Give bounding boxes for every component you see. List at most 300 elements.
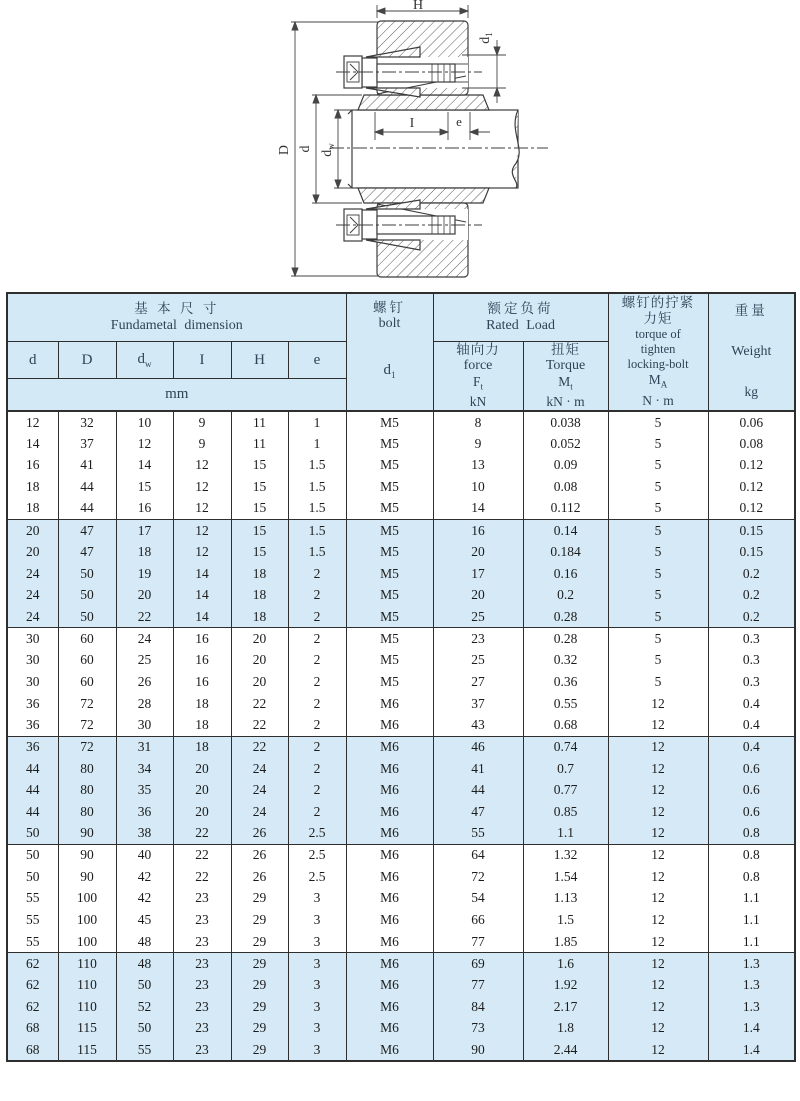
table-cell: 44 xyxy=(7,758,58,780)
table-cell: 22 xyxy=(173,823,231,845)
table-cell: 24 xyxy=(116,628,173,650)
table-cell: M6 xyxy=(346,866,433,888)
table-cell: 41 xyxy=(433,758,523,780)
table-cell: 48 xyxy=(116,931,173,953)
table-cell: 2 xyxy=(288,649,346,671)
table-cell: 23 xyxy=(173,953,231,975)
table-cell: 24 xyxy=(231,801,288,823)
header-rated-load: 额定负荷 Rated Load xyxy=(433,293,608,341)
table-row xyxy=(7,541,795,563)
table-cell: 2 xyxy=(288,758,346,780)
table-cell: 0.2 xyxy=(523,584,608,606)
table-cell: 18 xyxy=(173,736,231,758)
table-cell: 1.5 xyxy=(288,476,346,498)
table-row xyxy=(7,931,795,953)
table-cell: 23 xyxy=(173,1018,231,1040)
table-cell: 10 xyxy=(433,476,523,498)
table-cell: 0.6 xyxy=(708,758,795,780)
table-cell: 50 xyxy=(116,1018,173,1040)
table-cell: 0.8 xyxy=(708,844,795,866)
table-cell: 25 xyxy=(433,649,523,671)
table-cell: M6 xyxy=(346,736,433,758)
table-cell: 52 xyxy=(116,996,173,1018)
table-cell: 47 xyxy=(58,541,116,563)
table-cell: 0.15 xyxy=(708,541,795,563)
table-cell: 55 xyxy=(7,909,58,931)
table-cell: 1.54 xyxy=(523,866,608,888)
table-cell: 23 xyxy=(173,996,231,1018)
table-cell: 110 xyxy=(58,953,116,975)
table-cell: 14 xyxy=(173,563,231,585)
table-cell: M5 xyxy=(346,476,433,498)
technical-drawing xyxy=(0,0,800,292)
table-cell: 18 xyxy=(231,606,288,628)
table-cell: 54 xyxy=(433,888,523,910)
table-cell: M5 xyxy=(346,584,433,606)
table-cell: 0.28 xyxy=(523,606,608,628)
table-cell: 50 xyxy=(7,844,58,866)
table-cell: 22 xyxy=(116,606,173,628)
table-cell: M6 xyxy=(346,758,433,780)
table-cell: 62 xyxy=(7,974,58,996)
table-cell: 15 xyxy=(116,476,173,498)
table-cell: 0.3 xyxy=(708,671,795,693)
table-cell: M5 xyxy=(346,519,433,541)
table-cell: 23 xyxy=(173,931,231,953)
table-cell: 3 xyxy=(288,888,346,910)
table-row xyxy=(7,974,795,996)
table-cell: 90 xyxy=(58,844,116,866)
table-cell: 20 xyxy=(231,628,288,650)
table-cell: 62 xyxy=(7,996,58,1018)
table-cell: 26 xyxy=(116,671,173,693)
table-cell: 23 xyxy=(173,974,231,996)
col-header-H: H xyxy=(231,341,288,378)
table-cell: 23 xyxy=(173,1039,231,1061)
table-cell: 15 xyxy=(231,498,288,520)
table-cell: M6 xyxy=(346,823,433,845)
table-cell: 1.1 xyxy=(708,909,795,931)
table-cell: 2 xyxy=(288,736,346,758)
table-cell: 5 xyxy=(608,519,708,541)
table-cell: 14 xyxy=(116,455,173,477)
dim-label-D: D xyxy=(277,144,292,156)
table-cell: 68 xyxy=(7,1018,58,1040)
table-cell: 0.14 xyxy=(523,519,608,541)
table-cell: 18 xyxy=(173,714,231,736)
table-row xyxy=(7,953,795,975)
table-cell: 2 xyxy=(288,671,346,693)
unit-row-mm: mm xyxy=(7,378,346,411)
table-cell: 72 xyxy=(433,866,523,888)
table-row xyxy=(7,519,795,541)
table-cell: 30 xyxy=(7,628,58,650)
table-cell: 22 xyxy=(173,844,231,866)
table-cell: 20 xyxy=(7,519,58,541)
table-cell: 1.4 xyxy=(708,1018,795,1040)
table-cell: 16 xyxy=(116,498,173,520)
header-basic-dimension: 基 本 尺 寸 Fundametal dimension xyxy=(7,293,346,341)
table-cell: 12 xyxy=(173,498,231,520)
table-cell: 1.4 xyxy=(708,1039,795,1061)
table-cell: 1 xyxy=(288,411,346,433)
table-cell: 47 xyxy=(433,801,523,823)
table-row xyxy=(7,801,795,823)
table-cell: 20 xyxy=(433,541,523,563)
table-cell: 5 xyxy=(608,498,708,520)
table-cell: 1.3 xyxy=(708,996,795,1018)
table-cell: 0.184 xyxy=(523,541,608,563)
table-cell: 34 xyxy=(116,758,173,780)
table-cell: 29 xyxy=(231,1039,288,1061)
table-cell: 62 xyxy=(7,953,58,975)
table-cell: 28 xyxy=(116,693,173,715)
table-cell: 11 xyxy=(231,433,288,455)
table-cell: M6 xyxy=(346,888,433,910)
table-cell: 1.1 xyxy=(523,823,608,845)
table-cell: 42 xyxy=(116,866,173,888)
table-cell: 23 xyxy=(173,909,231,931)
table-cell: 29 xyxy=(231,909,288,931)
table-cell: 3 xyxy=(288,1018,346,1040)
table-cell: 0.6 xyxy=(708,779,795,801)
table-cell: 12 xyxy=(173,519,231,541)
table-cell: 5 xyxy=(608,541,708,563)
table-cell: 12 xyxy=(608,801,708,823)
table-cell: 18 xyxy=(231,584,288,606)
table-cell: 25 xyxy=(433,606,523,628)
table-cell: 50 xyxy=(7,823,58,845)
table-cell: M6 xyxy=(346,953,433,975)
header-weight: 重量 Weight kg xyxy=(708,293,795,411)
table-cell: 13 xyxy=(433,455,523,477)
table-cell: 1.1 xyxy=(708,931,795,953)
table-cell: 44 xyxy=(7,779,58,801)
table-cell: 72 xyxy=(58,714,116,736)
table-cell: 12 xyxy=(608,1039,708,1061)
table-cell: 12 xyxy=(608,758,708,780)
table-cell: 44 xyxy=(7,801,58,823)
dim-label-e: e xyxy=(456,114,462,129)
table-row xyxy=(7,758,795,780)
table-cell: 9 xyxy=(173,433,231,455)
table-cell: 30 xyxy=(7,671,58,693)
table-cell: 29 xyxy=(231,996,288,1018)
table-cell: 25 xyxy=(116,649,173,671)
table-cell: 44 xyxy=(58,476,116,498)
table-cell: 35 xyxy=(116,779,173,801)
table-cell: 5 xyxy=(608,433,708,455)
table-row xyxy=(7,866,795,888)
table-cell: 12 xyxy=(608,866,708,888)
table-cell: 50 xyxy=(58,606,116,628)
dim-label-H: H xyxy=(412,0,424,13)
table-cell: 2 xyxy=(288,779,346,801)
table-cell: 1.5 xyxy=(523,909,608,931)
table-cell: 22 xyxy=(231,693,288,715)
table-cell: M5 xyxy=(346,433,433,455)
table-cell: 29 xyxy=(231,974,288,996)
table-cell: 3 xyxy=(288,996,346,1018)
table-cell: 18 xyxy=(7,476,58,498)
table-cell: M6 xyxy=(346,996,433,1018)
table-cell: 0.32 xyxy=(523,649,608,671)
table-row xyxy=(7,584,795,606)
table-cell: 27 xyxy=(433,671,523,693)
dimension-d1 xyxy=(462,40,506,103)
table-cell: 12 xyxy=(608,823,708,845)
table-row xyxy=(7,476,795,498)
table-cell: 0.12 xyxy=(708,476,795,498)
table-cell: 50 xyxy=(7,866,58,888)
table-cell: 16 xyxy=(7,455,58,477)
table-cell: 12 xyxy=(7,411,58,433)
table-cell: 2 xyxy=(288,606,346,628)
table-cell: 100 xyxy=(58,909,116,931)
table-cell: 0.16 xyxy=(523,563,608,585)
table-cell: 24 xyxy=(231,779,288,801)
table-cell: 12 xyxy=(173,476,231,498)
table-cell: M5 xyxy=(346,498,433,520)
table-cell: M6 xyxy=(346,779,433,801)
table-cell: 5 xyxy=(608,628,708,650)
table-cell: M6 xyxy=(346,974,433,996)
upper-hub xyxy=(344,21,468,97)
table-cell: 18 xyxy=(231,563,288,585)
table-cell: 18 xyxy=(173,693,231,715)
table-cell: 72 xyxy=(58,736,116,758)
table-cell: 36 xyxy=(7,736,58,758)
table-cell: 46 xyxy=(433,736,523,758)
table-cell: 12 xyxy=(608,844,708,866)
table-cell: 1.13 xyxy=(523,888,608,910)
dim-label-dw: $d_w$ xyxy=(320,143,336,157)
table-cell: 36 xyxy=(116,801,173,823)
table-cell: 115 xyxy=(58,1039,116,1061)
table-cell: 2 xyxy=(288,801,346,823)
table-cell: 5 xyxy=(608,563,708,585)
table-cell: 55 xyxy=(116,1039,173,1061)
table-cell: 1.6 xyxy=(523,953,608,975)
table-cell: M5 xyxy=(346,563,433,585)
table-cell: 26 xyxy=(231,866,288,888)
table-cell: 12 xyxy=(608,693,708,715)
dim-label-I: I xyxy=(409,116,415,131)
table-cell: 110 xyxy=(58,974,116,996)
table-row xyxy=(7,563,795,585)
col-header-d: d xyxy=(7,341,58,378)
table-cell: 26 xyxy=(231,823,288,845)
table-cell: 0.038 xyxy=(523,411,608,433)
table-row xyxy=(7,498,795,520)
table-cell: 22 xyxy=(231,714,288,736)
table-cell: 0.06 xyxy=(708,411,795,433)
table-cell: 80 xyxy=(58,801,116,823)
table-cell: 0.36 xyxy=(523,671,608,693)
table-cell: 100 xyxy=(58,888,116,910)
table-cell: 2 xyxy=(288,693,346,715)
lower-collar xyxy=(358,188,489,203)
table-cell: 22 xyxy=(173,866,231,888)
table-cell: 0.8 xyxy=(708,866,795,888)
col-header-dw: $d_w$ xyxy=(116,341,173,378)
table-cell: 2 xyxy=(288,563,346,585)
table-cell: 37 xyxy=(58,433,116,455)
table-row xyxy=(7,844,795,866)
table-cell: 48 xyxy=(116,953,173,975)
table-cell: 115 xyxy=(58,1018,116,1040)
table-row xyxy=(7,823,795,845)
table-cell: 42 xyxy=(116,888,173,910)
table-cell: 17 xyxy=(433,563,523,585)
table-cell: 15 xyxy=(231,519,288,541)
col-header-e: e xyxy=(288,341,346,378)
table-cell: 1.5 xyxy=(288,519,346,541)
table-cell: 55 xyxy=(7,931,58,953)
table-row xyxy=(7,411,795,433)
table-cell: 110 xyxy=(58,996,116,1018)
table-cell: 1 xyxy=(288,433,346,455)
table-cell: 0.112 xyxy=(523,498,608,520)
table-cell: 30 xyxy=(7,649,58,671)
table-cell: M6 xyxy=(346,693,433,715)
table-cell: 36 xyxy=(7,693,58,715)
table-cell: 20 xyxy=(433,584,523,606)
table-row xyxy=(7,1018,795,1040)
table-row xyxy=(7,736,795,758)
table-cell: 50 xyxy=(58,563,116,585)
table-row xyxy=(7,693,795,715)
table-cell: 26 xyxy=(231,844,288,866)
table-cell: 1.8 xyxy=(523,1018,608,1040)
table-cell: 1.3 xyxy=(708,953,795,975)
table-cell: 12 xyxy=(116,433,173,455)
table-cell: 0.08 xyxy=(523,476,608,498)
table-cell: 12 xyxy=(608,953,708,975)
table-cell: 20 xyxy=(116,584,173,606)
table-cell: 60 xyxy=(58,628,116,650)
table-cell: 0.85 xyxy=(523,801,608,823)
table-cell: 90 xyxy=(58,823,116,845)
table-cell: 0.3 xyxy=(708,628,795,650)
table-cell: 5 xyxy=(608,649,708,671)
table-cell: 24 xyxy=(7,563,58,585)
table-cell: 50 xyxy=(116,974,173,996)
table-cell: 0.09 xyxy=(523,455,608,477)
table-cell: 1.5 xyxy=(288,541,346,563)
table-row xyxy=(7,1039,795,1061)
table-cell: M6 xyxy=(346,844,433,866)
table-cell: 20 xyxy=(173,758,231,780)
table-cell: 12 xyxy=(173,455,231,477)
table-cell: 1.3 xyxy=(708,974,795,996)
dim-label-d1: $d_1$ xyxy=(478,32,494,44)
table-cell: 0.052 xyxy=(523,433,608,455)
table-cell: M6 xyxy=(346,909,433,931)
table-cell: 80 xyxy=(58,779,116,801)
table-cell: 12 xyxy=(608,736,708,758)
table-cell: M6 xyxy=(346,714,433,736)
table-cell: 23 xyxy=(433,628,523,650)
table-cell: 0.12 xyxy=(708,455,795,477)
table-cell: 17 xyxy=(116,519,173,541)
table-cell: 12 xyxy=(608,1018,708,1040)
table-cell: 12 xyxy=(173,541,231,563)
col-header-torque: 扭矩 Torque $M_t$ kN · m xyxy=(523,341,608,411)
table-row xyxy=(7,671,795,693)
table-cell: 12 xyxy=(608,888,708,910)
dim-label-d: d xyxy=(298,145,313,153)
table-cell: 30 xyxy=(116,714,173,736)
table-cell: 0.55 xyxy=(523,693,608,715)
table-cell: 1.1 xyxy=(708,888,795,910)
table-row xyxy=(7,779,795,801)
table-cell: 73 xyxy=(433,1018,523,1040)
table-cell: 9 xyxy=(433,433,523,455)
table-cell: M5 xyxy=(346,671,433,693)
table-cell: 5 xyxy=(608,606,708,628)
table-row xyxy=(7,606,795,628)
header-locking-torque: 螺钉的拧紧 力矩 torque of tighten locking-bolt $M_A$ N · m xyxy=(608,293,708,411)
table-cell: 12 xyxy=(608,909,708,931)
table-cell: 16 xyxy=(433,519,523,541)
table-cell: 0.68 xyxy=(523,714,608,736)
table-cell: 11 xyxy=(231,411,288,433)
table-cell: 0.28 xyxy=(523,628,608,650)
table-cell: 0.77 xyxy=(523,779,608,801)
table-cell: 2 xyxy=(288,714,346,736)
upper-collar xyxy=(358,95,489,110)
table-cell: 1.32 xyxy=(523,844,608,866)
table-cell: 77 xyxy=(433,974,523,996)
table-row xyxy=(7,888,795,910)
table-cell: 20 xyxy=(231,671,288,693)
table-cell: 14 xyxy=(433,498,523,520)
table-cell: M5 xyxy=(346,606,433,628)
table-cell: 2.5 xyxy=(288,823,346,845)
table-cell: M5 xyxy=(346,649,433,671)
table-cell: 1.92 xyxy=(523,974,608,996)
table-cell: 18 xyxy=(7,498,58,520)
table-cell: 24 xyxy=(231,758,288,780)
table-cell: 44 xyxy=(58,498,116,520)
table-cell: 0.8 xyxy=(708,823,795,845)
table-row xyxy=(7,996,795,1018)
table-row xyxy=(7,628,795,650)
table-cell: 16 xyxy=(173,671,231,693)
table-cell: 55 xyxy=(433,823,523,845)
table-row xyxy=(7,649,795,671)
table-cell: 0.08 xyxy=(708,433,795,455)
table-cell: 2.5 xyxy=(288,844,346,866)
table-cell: 60 xyxy=(58,649,116,671)
table-cell: 5 xyxy=(608,476,708,498)
table-cell: 0.4 xyxy=(708,693,795,715)
table-cell: 15 xyxy=(231,455,288,477)
table-row xyxy=(7,909,795,931)
table-cell: 15 xyxy=(231,541,288,563)
table-cell: 0.15 xyxy=(708,519,795,541)
table-cell: 12 xyxy=(608,779,708,801)
table-cell: 3 xyxy=(288,909,346,931)
table-cell: 80 xyxy=(58,758,116,780)
table-cell: 18 xyxy=(116,541,173,563)
table-cell: 5 xyxy=(608,455,708,477)
table-cell: 9 xyxy=(173,411,231,433)
table-cell: M6 xyxy=(346,1018,433,1040)
table-cell: 1.5 xyxy=(288,498,346,520)
table-cell: 0.3 xyxy=(708,649,795,671)
